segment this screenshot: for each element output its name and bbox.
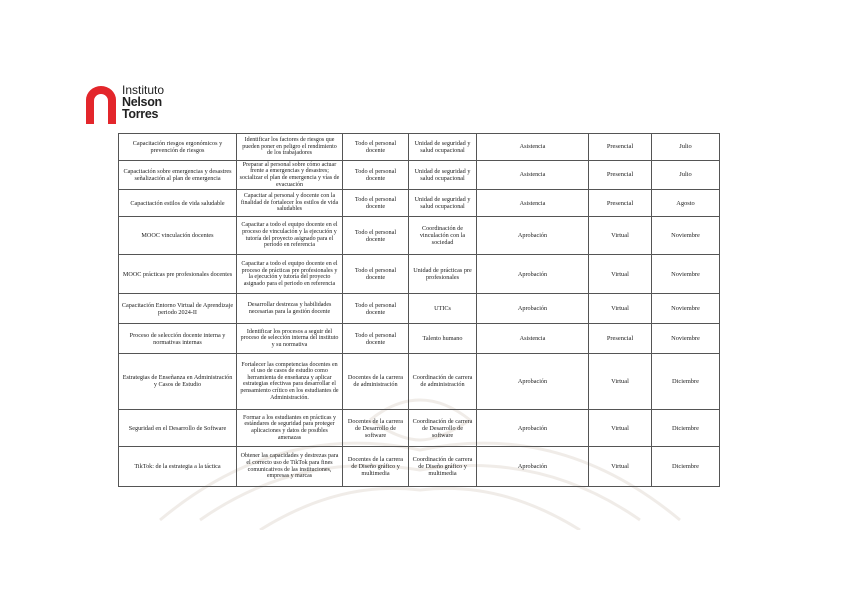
cell-modality: Virtual xyxy=(589,354,652,410)
cell-training-name: Proceso de selección docente interna y normativas internas xyxy=(119,324,237,354)
training-plan-table xyxy=(118,133,720,487)
table-row xyxy=(119,255,720,294)
cell-modality: Virtual xyxy=(589,255,652,294)
table-row xyxy=(119,190,720,217)
cell-modality: Virtual xyxy=(589,216,652,255)
cell-target-audience: Todo el personal docente xyxy=(343,255,409,294)
cell-evaluation: Asistencia xyxy=(477,190,589,217)
logo-arch-icon xyxy=(84,84,118,124)
cell-responsible-unit: Unidad de seguridad y salud ocupacional xyxy=(409,160,477,189)
cell-objective: Obtener las capacidades y destrezas para el correcto uso de TikTok para fines comunicativos de las instituciones, empresas y marcas xyxy=(237,447,343,487)
cell-target-audience: Todo el personal docente xyxy=(343,134,409,161)
cell-month: Diciembre xyxy=(652,447,720,487)
cell-training-name: Capacitación estilos de vida saludable xyxy=(119,190,237,217)
cell-objective: Capacitar a todo el equipo docente en el proceso de prácticas pre profesionales y la ejecución y tutoría del proyecto asignado para el periodo en referencia xyxy=(237,255,343,294)
cell-target-audience: Todo el personal docente xyxy=(343,160,409,189)
cell-objective: Capacitar a todo el equipo docente en el proceso de vinculación y la ejecución y tutoría del proyecto asignado para el periodo en referencia xyxy=(237,216,343,255)
cell-month: Noviembre xyxy=(652,216,720,255)
cell-objective: Capacitar al personal y docente con la finalidad de fortalecer los estilos de vida saludables xyxy=(237,190,343,217)
cell-responsible-unit: Coordinación de carrera de administración xyxy=(409,354,477,410)
cell-target-audience: Todo el personal docente xyxy=(343,216,409,255)
cell-modality: Presencial xyxy=(589,134,652,161)
cell-evaluation: Aprobación xyxy=(477,354,589,410)
cell-modality: Presencial xyxy=(589,160,652,189)
cell-responsible-unit: Unidad de seguridad y salud ocupacional xyxy=(409,190,477,217)
cell-responsible-unit: Coordinación de vinculación con la sociedad xyxy=(409,216,477,255)
logo-line-3: Torres xyxy=(122,107,159,121)
cell-month: Noviembre xyxy=(652,294,720,324)
cell-objective: Preparar al personal sobre cómo actuar frente a emergencias y desastres; socializar el plan de emergencia y vías de evacuación xyxy=(237,160,343,189)
cell-training-name: Estrategias de Enseñanza en Administración y Casos de Estudio xyxy=(119,354,237,410)
cell-evaluation: Aprobación xyxy=(477,409,589,447)
table-row xyxy=(119,134,720,161)
cell-evaluation: Aprobación xyxy=(477,216,589,255)
cell-training-name: Capacitación riesgos ergonómicos y prevención de riesgos xyxy=(119,134,237,161)
table-row xyxy=(119,216,720,255)
cell-training-name: Capacitación Entorno Virtual de Aprendizaje periodo 2024-II xyxy=(119,294,237,324)
cell-training-name: TikTok: de la estrategia a la táctica xyxy=(119,447,237,487)
cell-month: Diciembre xyxy=(652,354,720,410)
table-row xyxy=(119,294,720,324)
table-row xyxy=(119,409,720,447)
cell-modality: Virtual xyxy=(589,409,652,447)
cell-month: Noviembre xyxy=(652,255,720,294)
cell-month: Agosto xyxy=(652,190,720,217)
cell-objective: Formar a los estudiantes en prácticas y estándares de seguridad para proteger aplicaciones y datos de posibles amenazas xyxy=(237,409,343,447)
cell-responsible-unit: UTICs xyxy=(409,294,477,324)
cell-responsible-unit: Unidad de seguridad y salud ocupacional xyxy=(409,134,477,161)
cell-month: Diciembre xyxy=(652,409,720,447)
cell-evaluation: Asistencia xyxy=(477,134,589,161)
cell-evaluation: Asistencia xyxy=(477,324,589,354)
cell-modality: Presencial xyxy=(589,190,652,217)
cell-evaluation: Aprobación xyxy=(477,294,589,324)
cell-responsible-unit: Coordinación de carrera de Diseño gráfico y multimedia xyxy=(409,447,477,487)
cell-target-audience: Docentes de la carrera de administración xyxy=(343,354,409,410)
logo-wordmark xyxy=(122,84,164,120)
institute-logo xyxy=(84,84,184,126)
cell-training-name: Seguridad en el Desarrollo de Software xyxy=(119,409,237,447)
cell-training-name: MOOC vinculación docentes xyxy=(119,216,237,255)
cell-target-audience: Todo el personal docente xyxy=(343,324,409,354)
cell-responsible-unit: Coordinación de carrera de Desarrollo de software xyxy=(409,409,477,447)
table-row xyxy=(119,324,720,354)
cell-target-audience: Todo el personal docente xyxy=(343,294,409,324)
cell-target-audience: Docentes de la carrera de Desarrollo de software xyxy=(343,409,409,447)
cell-responsible-unit: Talento humano xyxy=(409,324,477,354)
cell-objective: Identificar los factores de riesgos que pueden poner en peligro el rendimiento de los trabajadores xyxy=(237,134,343,161)
cell-training-name: MOOC prácticas pre profesionales docentes xyxy=(119,255,237,294)
cell-modality: Virtual xyxy=(589,294,652,324)
cell-training-name: Capacitación sobre emergencias y desastres señalización al plan de emergencia xyxy=(119,160,237,189)
cell-objective: Fortalecer las competencias docentes en el uso de casos de estudio como herramienta de enseñanza y aplicar estrategias efectivas para desarrollar el pensamiento crítico en los estudiantes de Administración. xyxy=(237,354,343,410)
cell-target-audience: Docentes de la carrera de Diseño gráfico y multimedia xyxy=(343,447,409,487)
cell-month: Julio xyxy=(652,134,720,161)
logo-line-1: Instituto xyxy=(122,83,165,97)
cell-month: Julio xyxy=(652,160,720,189)
cell-responsible-unit: Unidad de prácticas pre profesionales xyxy=(409,255,477,294)
cell-target-audience: Todo el personal docente xyxy=(343,190,409,217)
table-row xyxy=(119,447,720,487)
cell-objective: Desarrollar destrezas y habilidades necesarias para la gestión docente xyxy=(237,294,343,324)
cell-modality: Virtual xyxy=(589,447,652,487)
cell-evaluation: Asistencia xyxy=(477,160,589,189)
table-row xyxy=(119,160,720,189)
cell-objective: Identificar los procesos a seguir del proceso de selección interna del instituto y su normativa xyxy=(237,324,343,354)
table-row xyxy=(119,354,720,410)
logo-line-2: Nelson xyxy=(122,95,162,109)
cell-evaluation: Aprobación xyxy=(477,447,589,487)
cell-modality: Presencial xyxy=(589,324,652,354)
cell-evaluation: Aprobación xyxy=(477,255,589,294)
cell-month: Noviembre xyxy=(652,324,720,354)
